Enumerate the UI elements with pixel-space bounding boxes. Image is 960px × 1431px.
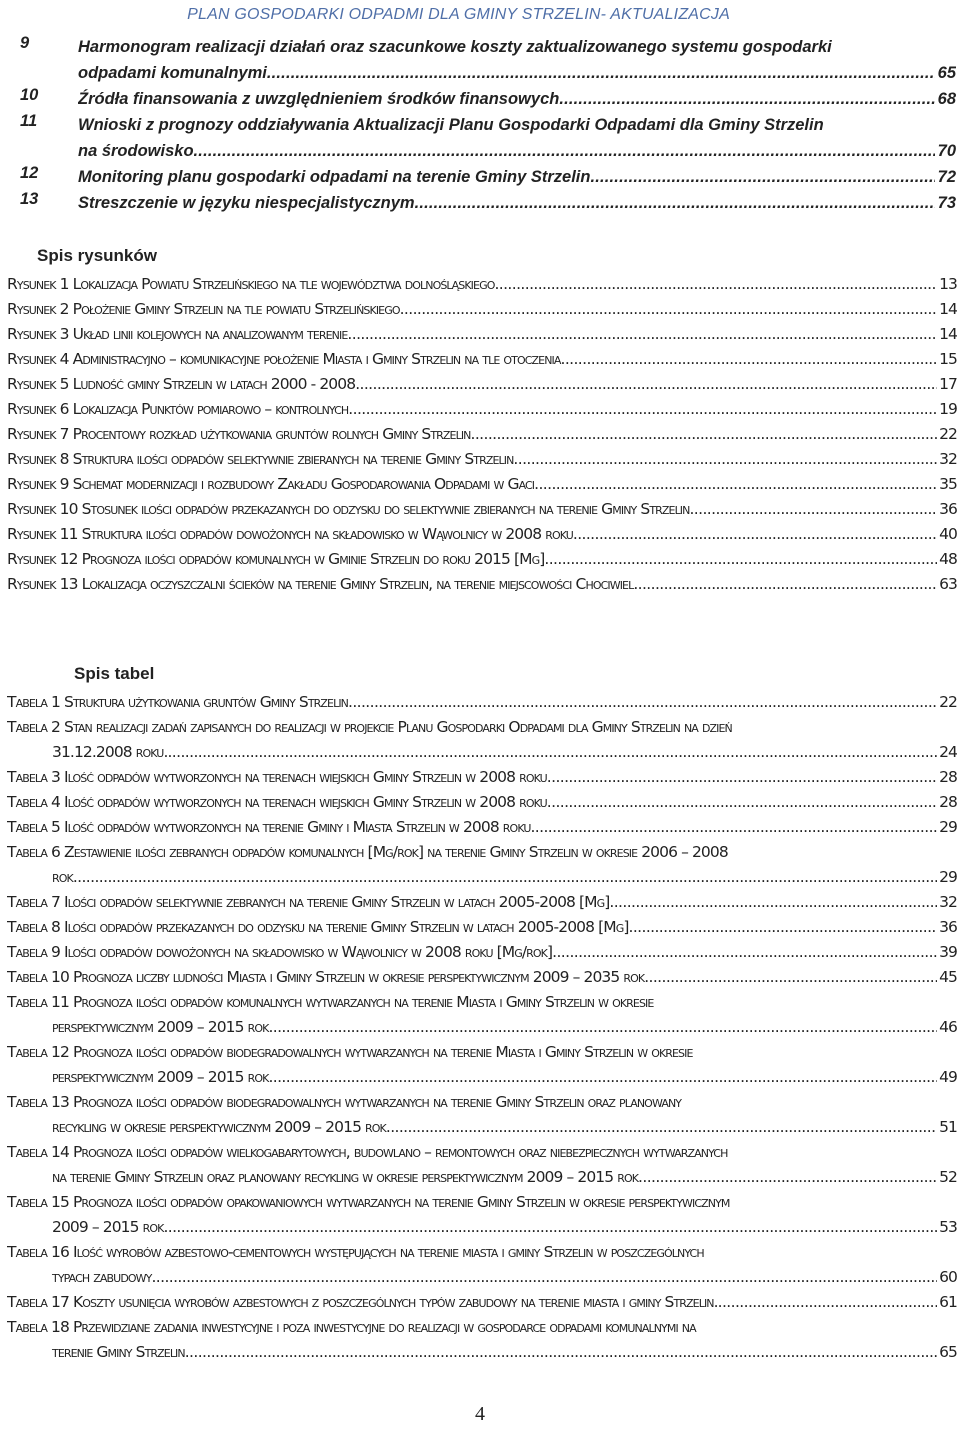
dot-leader — [348, 397, 937, 422]
table-entry-line — [7, 1290, 957, 1315]
toc-entry[interactable] — [20, 190, 956, 216]
table-entry-title: Tabela 12 Prognoza ilości odpadów biodegradowalnych wytwarzanych na terenie Miasta i Gminy Strzelin w okresie — [7, 1043, 693, 1061]
figure-entry-page: 40 — [939, 525, 957, 543]
table-entry-title: 2009 – 2015 rok — [52, 1218, 164, 1236]
toc-entry-body — [78, 34, 956, 86]
table-entry[interactable] — [7, 990, 957, 1040]
toc-entry-line — [78, 112, 956, 138]
figure-entry-title: Rysunek 3 Układ linii kolejowych na analizowanym terenie — [7, 325, 348, 343]
table-entry-title: Tabela 6 Zestawienie ilości zebranych odpadów komunalnych [Mg/rok] na terenie Gminy Strzelin w okresie 2006 – 2008 — [7, 843, 728, 861]
table-entry[interactable] — [7, 1090, 957, 1140]
table-entry-line — [7, 765, 957, 790]
table-entry[interactable] — [7, 840, 957, 890]
figure-entry-line — [7, 497, 957, 522]
dot-leader — [185, 1340, 937, 1365]
table-entry-title: Tabela 8 Ilości odpadów przekazanych do odzysku na terenie Gminy Strzelin w latach 2005-2008 [Mg] — [7, 918, 629, 936]
table-entry-line — [7, 1215, 957, 1240]
dot-leader — [355, 372, 937, 397]
figure-entry-page: 48 — [939, 550, 957, 568]
figure-entry-line — [7, 347, 957, 372]
table-entry-line — [7, 890, 957, 915]
table-entry[interactable] — [7, 1315, 957, 1365]
dot-leader — [267, 60, 935, 86]
figure-entry-title: Rysunek 10 Stosunek ilości odpadów przekazanych do odzysku do selektywnie zbieranych na terenie Gminy Strzelin — [7, 500, 690, 518]
table-entry-page: 22 — [939, 693, 957, 711]
table-entry-title: na terenie Gminy Strzelin oraz planowany recykling w okresie perspektywicznym 2009 – 2015 rok — [52, 1168, 639, 1186]
figure-entry-title: Rysunek 8 Struktura ilości odpadów selektywnie zbieranych na terenie Gminy Strzelin — [7, 450, 514, 468]
toc-entry-number: 12 — [20, 164, 39, 182]
table-entry-title: typach zabudowy — [52, 1268, 152, 1286]
table-entry-line — [7, 1240, 957, 1265]
table-entry-title: Tabela 17 Koszty usunięcia wyrobów azbestowych z poszczególnych typów zabudowy na terenie miasta i gminy Strzelin. — [7, 1293, 718, 1311]
figure-entry-title: Rysunek 7 Procentowy rozkład użytkowania gruntów rolnych Gminy Strzelin — [7, 425, 471, 443]
table-entry[interactable] — [7, 765, 957, 790]
table-entry-title: 31.12.2008 roku. — [52, 743, 168, 761]
table-entry-page: 46 — [939, 1018, 957, 1036]
toc-entry-page: 68 — [937, 90, 956, 108]
table-entry-title: Tabela 2 Stan realizacji zadań zapisanych do realizacji w projekcie Planu Gospodarki Odpadami dla Gminy Strzelin na dzień — [7, 718, 732, 736]
table-entry-page: 60 — [939, 1268, 957, 1286]
toc-entry-body — [78, 112, 956, 164]
dot-leader — [194, 138, 935, 164]
toc-entry-page: 72 — [937, 168, 956, 186]
dot-leader — [689, 497, 937, 522]
table-entry-page: 52 — [939, 1168, 957, 1186]
toc-entry-page: 65 — [937, 64, 956, 82]
figure-entry[interactable] — [7, 472, 957, 497]
figure-entry[interactable] — [7, 422, 957, 447]
table-entry[interactable] — [7, 690, 957, 715]
figures-list-title: Spis rysunków — [37, 246, 157, 265]
figure-entry[interactable] — [7, 572, 957, 597]
figure-entry-line — [7, 397, 957, 422]
dot-leader — [573, 522, 937, 547]
page-number: 4 — [475, 1403, 485, 1425]
figure-entry-page: 19 — [939, 400, 957, 418]
dot-leader — [400, 297, 937, 322]
table-entry[interactable] — [7, 940, 957, 965]
dot-leader — [167, 740, 937, 765]
tables-list — [7, 690, 957, 1365]
dot-leader — [718, 1290, 937, 1315]
figure-entry-title: Rysunek 13 Lokalizacja oczyszczalni ścieków na terenie Gminy Strzelin, na terenie miejscowości Chociwiel — [7, 575, 634, 593]
dot-leader — [629, 915, 938, 940]
dot-leader — [471, 422, 938, 447]
table-entry-page: 36 — [939, 918, 957, 936]
table-entry-title: Tabela 10 Prognoza liczby ludności Miasta i Gminy Strzelin w okresie perspektywicznym 2009 – 2035 rok — [7, 968, 645, 986]
table-entry[interactable] — [7, 1040, 957, 1090]
table-entry[interactable] — [7, 790, 957, 815]
dot-leader — [547, 790, 937, 815]
toc-entry-title: Wnioski z prognozy oddziaływania Aktualizacji Planu Gospodarki Odpadami dla Gminy Strzelin — [78, 116, 824, 134]
table-entry-title: Tabela 4 Ilość odpadów wytworzonych na terenach wiejskich Gminy Strzelin w 2008 roku — [7, 793, 547, 811]
table-entry-page: 32 — [939, 893, 957, 911]
toc-entry-number: 11 — [20, 112, 38, 130]
figure-entry[interactable] — [7, 397, 957, 422]
toc-entry-title: Źródła finansowania z uwzględnieniem środków finansowych — [78, 90, 560, 108]
toc-entry-number: 10 — [20, 86, 39, 104]
figure-entry-title: Rysunek 11 Struktura ilości odpadów dowożonych na składowisko w Wąwolnicy w 2008 roku — [7, 525, 573, 543]
dot-leader — [268, 1065, 937, 1090]
figure-entry-line — [7, 522, 957, 547]
figure-entry[interactable] — [7, 372, 957, 397]
dot-leader — [494, 272, 937, 297]
table-entry-line — [7, 1315, 957, 1340]
dot-leader — [415, 190, 935, 216]
table-entry-title: Tabela 14 Prognoza ilości odpadów wielkogabarytowych, budowlano – remontowych oraz niebezpiecznych wytwarzanych — [7, 1143, 728, 1161]
table-entry[interactable] — [7, 965, 957, 990]
table-entry-line — [7, 790, 957, 815]
figure-entry-page: 15 — [939, 350, 957, 368]
toc-entry-title: Harmonogram realizacji działań oraz szacunkowe koszty zaktualizowanego systemu gospodarki — [78, 38, 832, 56]
table-entry-title: Tabela 13 Prognoza ilości odpadów biodegradowalnych wytwarzanych na terenie Gminy Strzelin oraz planowany — [7, 1093, 682, 1111]
dot-leader — [561, 347, 938, 372]
table-entry-page: 53 — [939, 1218, 957, 1236]
table-entry-title: Tabela 9 Ilości odpadów dowożonych na składowisko w Wąwolnicy w 2008 roku [Mg/rok] — [7, 943, 553, 961]
toc-entry[interactable] — [20, 86, 956, 112]
figure-entry-page: 63 — [939, 575, 957, 593]
table-entry-title: rok — [52, 868, 73, 886]
toc-entry-title: na środowisko — [78, 142, 194, 160]
figure-entry[interactable] — [7, 447, 957, 472]
table-entry-title: terenie Gminy Strzelin — [52, 1343, 185, 1361]
figure-entry-title: Rysunek 4 Administracyjno – komunikacyjne położenie Miasta i Gminy Strzelin na tle otoczenia — [7, 350, 561, 368]
table-entry[interactable] — [7, 1240, 957, 1290]
toc-entry-title: Monitoring planu gospodarki odpadami na terenie Gminy Strzelin — [78, 168, 591, 186]
toc-entry-line — [78, 86, 956, 112]
figure-entry-line — [7, 422, 957, 447]
table-entry[interactable] — [7, 715, 957, 765]
table-entry-page: 24 — [939, 743, 957, 761]
table-entry-line — [7, 1190, 957, 1215]
figure-entry-title: Rysunek 6 Lokalizacja Punktów pomiarowo – kontrolnych — [7, 400, 349, 418]
figure-entry[interactable] — [7, 522, 957, 547]
toc-entry-title: Streszczenie w języku niespecjalistycznym — [78, 194, 415, 212]
table-entry-title: Tabela 18 Przewidziane zadania inwestycyjne i poza inwestycyjne do realizacji w gospodarce odpadami komunalnymi na — [7, 1318, 696, 1336]
figure-entry-page: 14 — [939, 300, 957, 318]
table-entry-line — [7, 740, 957, 765]
table-entry-line — [7, 965, 957, 990]
dot-leader — [609, 890, 937, 915]
dot-leader — [348, 690, 937, 715]
toc-entry[interactable] — [20, 164, 956, 190]
table-entry-line — [7, 1040, 957, 1065]
toc-entry-page: 73 — [937, 194, 956, 212]
figure-entry-line — [7, 322, 957, 347]
table-entry-line — [7, 1090, 957, 1115]
table-entry-page: 45 — [939, 968, 957, 986]
figure-entry[interactable] — [7, 322, 957, 347]
table-entry[interactable] — [7, 890, 957, 915]
table-entry-line — [7, 1115, 957, 1140]
figure-entry-line — [7, 572, 957, 597]
table-entry-page: 28 — [939, 768, 957, 786]
table-entry-page: 28 — [939, 793, 957, 811]
dot-leader — [73, 865, 937, 890]
table-entry-page: 39 — [939, 943, 957, 961]
dot-leader — [268, 1015, 937, 1040]
figure-entry-title: Rysunek 9 Schemat modernizacji i rozbudowy Zakładu Gospodarowania Odpadami w Gaci — [7, 475, 535, 493]
toc-entry[interactable] — [20, 112, 956, 164]
table-entry-line — [7, 840, 957, 865]
figure-entry-page: 36 — [939, 500, 957, 518]
table-entry-title: recykling w okresie perspektywicznym 2009 – 2015 rok — [52, 1118, 386, 1136]
dot-leader — [544, 547, 937, 572]
figure-entry-title: Rysunek 2 Położenie Gminy Strzelin na tle powiatu Strzelińskiego — [7, 300, 400, 318]
table-entry-page: 29 — [939, 818, 957, 836]
table-entry[interactable] — [7, 815, 957, 840]
table-entry[interactable] — [7, 1190, 957, 1240]
dot-leader — [590, 164, 934, 190]
dot-leader — [534, 472, 937, 497]
table-entry-title: Tabela 5 Ilość odpadów wytworzonych na terenie Gminy i Miasta Strzelin w 2008 roku — [7, 818, 531, 836]
toc-entry[interactable] — [20, 34, 956, 86]
table-entry-page: 49 — [939, 1068, 957, 1086]
table-entry-line — [7, 1165, 957, 1190]
toc-entry-page: 70 — [937, 142, 956, 160]
main-table-of-contents — [20, 34, 956, 216]
dot-leader — [151, 1265, 937, 1290]
figure-entry-page: 13 — [939, 275, 957, 293]
dot-leader — [347, 322, 937, 347]
toc-entry-title: odpadami komunalnymi — [78, 64, 267, 82]
table-entry-title: Tabela 7 Ilości odpadów selektywnie zebranych na terenie Gminy Strzelin w latach 2005-2008 [Mg] — [7, 893, 610, 911]
table-entry-page: 61 — [939, 1293, 957, 1311]
toc-entry-line — [78, 138, 956, 164]
figure-entry-line — [7, 547, 957, 572]
table-entry-line — [7, 1065, 957, 1090]
figure-entry[interactable] — [7, 497, 957, 522]
table-entry-title: perspektywicznym 2009 – 2015 rok — [52, 1018, 269, 1036]
dot-leader — [638, 1165, 937, 1190]
toc-entry-line — [78, 34, 956, 60]
table-entry-line — [7, 1015, 957, 1040]
table-entry-title: Tabela 3 Ilość odpadów wytworzonych na terenach wiejskich Gminy Strzelin w 2008 roku — [7, 768, 547, 786]
table-entry-title: Tabela 11 Prognoza ilości odpadów komunalnych wytwarzanych na terenie Miasta i Gminy Strzelin w okresie — [7, 993, 654, 1011]
dot-leader — [559, 86, 934, 112]
dot-leader — [547, 765, 937, 790]
table-entry-page: 65 — [939, 1343, 957, 1361]
table-entry[interactable] — [7, 1140, 957, 1190]
table-entry[interactable] — [7, 1290, 957, 1315]
figure-entry-line — [7, 372, 957, 397]
figure-entry-title: Rysunek 1 Lokalizacja Powiatu Strzelińskiego na tle województwa dolnośląskiego — [7, 275, 495, 293]
figures-list — [7, 272, 957, 597]
dot-leader — [530, 815, 937, 840]
table-entry-line — [7, 1265, 957, 1290]
toc-entry-line — [78, 164, 956, 190]
table-entry-title: Tabela 16 Ilość wyrobów azbestowo-cementowych występujących na terenie miasta i gminy Strzelin w poszczególnych — [7, 1243, 704, 1261]
toc-entry-body — [78, 86, 956, 112]
table-entry-title: Tabela 15 Prognoza ilości odpadów opakowaniowych wytwarzanych na terenie Gminy Strzelin w okresie perspektywicznym — [7, 1193, 730, 1211]
figure-entry-line — [7, 447, 957, 472]
dot-leader — [644, 965, 937, 990]
table-entry-line — [7, 1140, 957, 1165]
toc-entry-line — [78, 190, 956, 216]
table-entry-line — [7, 915, 957, 940]
tables-list-title: Spis tabel — [74, 664, 155, 683]
figure-entry[interactable] — [7, 347, 957, 372]
toc-entry-body — [78, 164, 956, 190]
figure-entry-title: Rysunek 5 Ludność gminy Strzelin w latach 2000 - 2008 — [7, 375, 356, 393]
dot-leader — [386, 1115, 937, 1140]
table-entry-title: perspektywicznym 2009 – 2015 rok — [52, 1068, 269, 1086]
table-entry-line — [7, 815, 957, 840]
figure-entry-page: 35 — [939, 475, 957, 493]
figure-entry-page: 14 — [939, 325, 957, 343]
table-entry-page: 51 — [939, 1118, 957, 1136]
table-entry-title: Tabela 1 Struktura użytkowania gruntów Gminy Strzelin — [7, 693, 348, 711]
toc-entry-body — [78, 190, 956, 216]
figure-entry-line — [7, 297, 957, 322]
figure-entry[interactable] — [7, 297, 957, 322]
figure-entry-page: 32 — [939, 450, 957, 468]
table-entry-line — [7, 690, 957, 715]
table-entry-line — [7, 990, 957, 1015]
table-entry-line — [7, 865, 957, 890]
table-entry-page: 29 — [939, 868, 957, 886]
toc-entry-number: 13 — [20, 190, 39, 208]
table-entry-line — [7, 715, 957, 740]
toc-entry-line — [78, 60, 956, 86]
figure-entry-page: 22 — [939, 425, 957, 443]
dot-leader — [633, 572, 937, 597]
table-entry-line — [7, 940, 957, 965]
figure-entry[interactable] — [7, 547, 957, 572]
figure-entry[interactable] — [7, 272, 957, 297]
figure-entry-page: 17 — [939, 375, 957, 393]
table-entry-line — [7, 1340, 957, 1365]
table-entry[interactable] — [7, 915, 957, 940]
toc-entry-number: 9 — [20, 34, 30, 52]
figure-entry-line — [7, 472, 957, 497]
document-header-title: PLAN GOSPODARKI ODPADMI DLA GMINY STRZELIN- AKTUALIZACJA — [187, 6, 730, 23]
dot-leader — [513, 447, 937, 472]
dot-leader — [552, 940, 937, 965]
figure-entry-line — [7, 272, 957, 297]
dot-leader — [163, 1215, 937, 1240]
figure-entry-title: Rysunek 12 Prognoza ilości odpadów komunalnych w Gminie Strzelin do roku 2015 [Mg] — [7, 550, 545, 568]
